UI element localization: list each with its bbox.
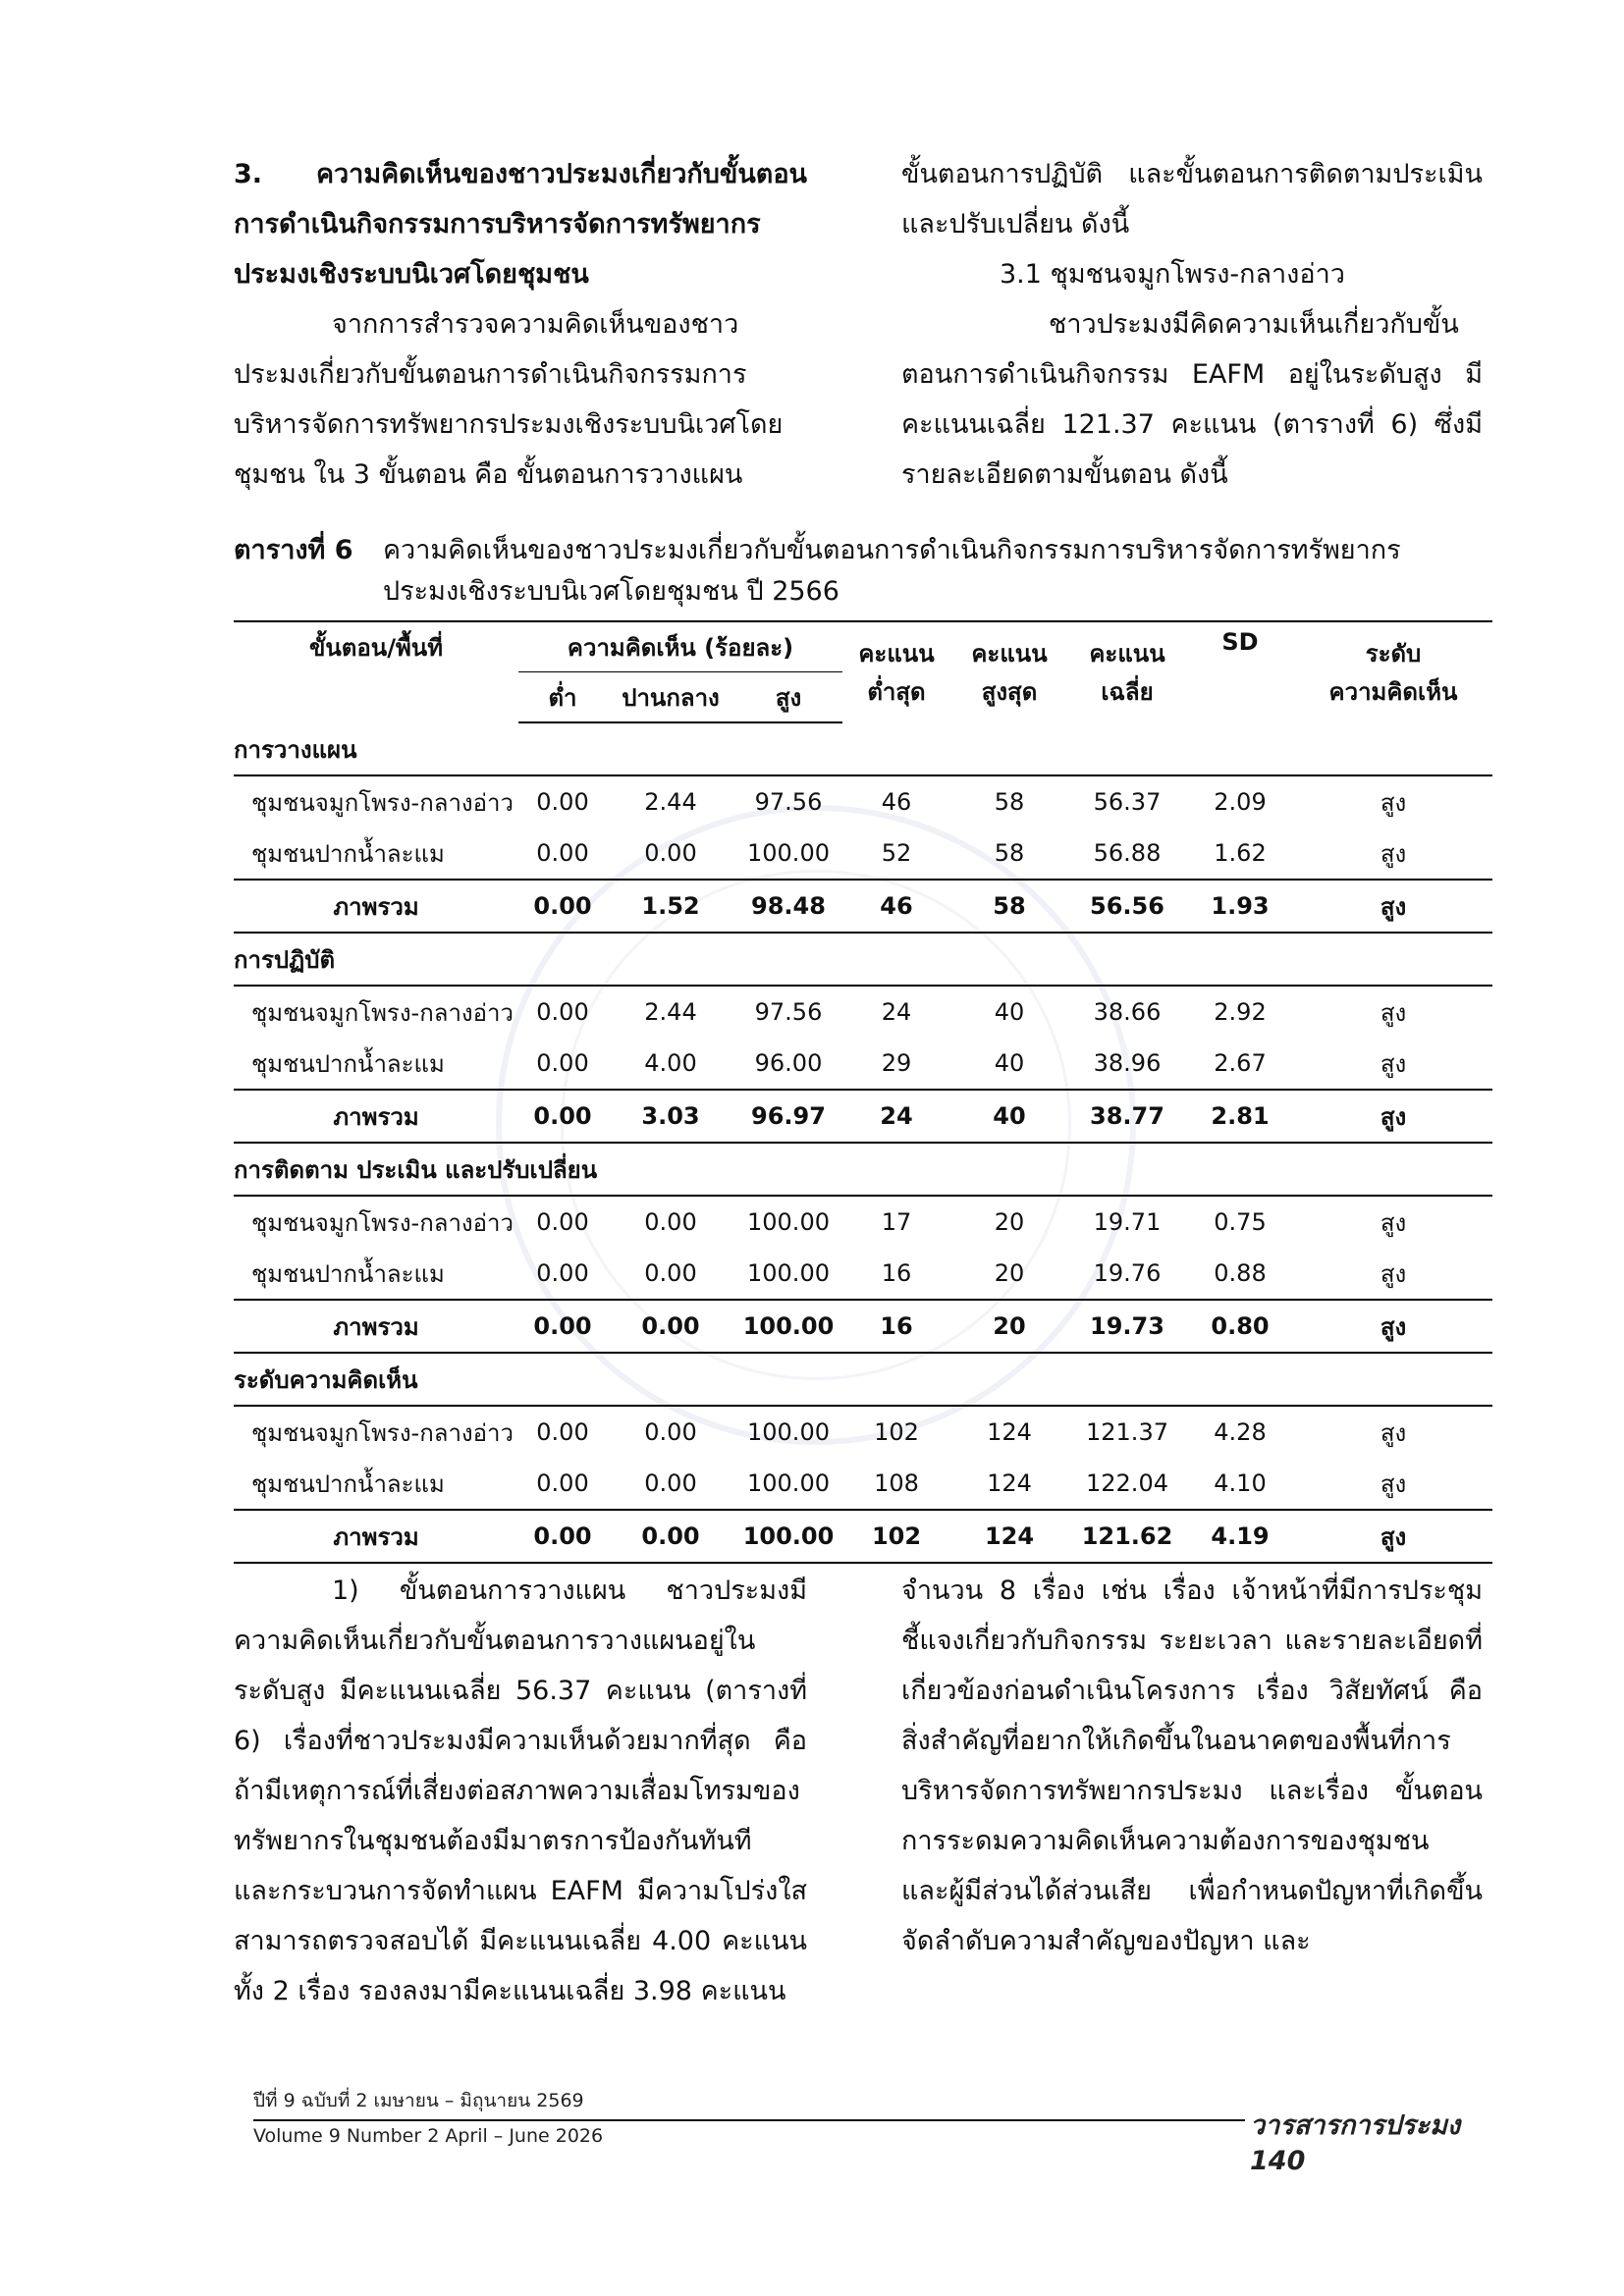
total-row xyxy=(234,880,1492,933)
total-cell: ภาพรวม xyxy=(234,1510,518,1563)
table-cell: 40 xyxy=(994,1049,1025,1077)
section-row xyxy=(234,722,1492,775)
total-cell: 1.52 xyxy=(607,880,734,933)
table-cell: 38.96 xyxy=(1093,1049,1162,1077)
table-cell: 16 xyxy=(881,1259,912,1287)
table-row xyxy=(234,1458,1492,1510)
table-cell: 0.00 xyxy=(536,839,589,867)
total-cell: 100.00 xyxy=(734,1300,842,1353)
table-cell: 0.75 xyxy=(1214,1208,1267,1236)
journal-page: วารสารการประมง 140 xyxy=(1250,2110,1461,2176)
table-cell: ชุมชนจมูกโพรง-กลางอ่าว xyxy=(251,998,514,1027)
total-cell: 19.73 xyxy=(1068,1300,1186,1353)
total-cell: 0.00 xyxy=(607,1300,734,1353)
table-cell: 0.00 xyxy=(644,839,697,867)
table-cell: สูง xyxy=(1380,1208,1407,1237)
header-mean: คะแนน เฉลี่ย xyxy=(1068,621,1186,722)
header-sd: SD xyxy=(1186,621,1294,722)
table-row xyxy=(234,828,1492,880)
table-cell: 121.37 xyxy=(1086,1418,1168,1446)
table-cell: 97.56 xyxy=(754,788,823,816)
table-cell: 19.71 xyxy=(1093,1208,1162,1236)
right-column-top xyxy=(901,149,1483,500)
table-cell: 0.00 xyxy=(644,1418,697,1446)
total-cell: 3.03 xyxy=(607,1090,734,1143)
section-title: การปฏิบัติ xyxy=(234,933,1492,986)
planning-paragraph-continued: จำนวน 8 เรื่อง เช่น เรื่อง เจ้าหน้าที่มีการประชุมชี้แจงเกี่ยวกับกิจกรรม ระยะเวลา และรายละเอียดที่เกี่ยวข้องก่อนดำเนินโครงการ เรื่อง วิสัยทัศน์ คือ สิ่งสำคัญที่อยากให้เกิดขึ้นในอนาคตของพื้นที่การบริหารจัดการทรัพยากรประมง และเรื่อง ขั้นตอนการระดมความคิดเห็นความต้องการของชุมชน และผู้มีส่วนได้ส่วนเสีย เพื่อกำหนดปัญหาที่เกิดขึ้น จัดลำดับความสำคัญของปัญหา และ xyxy=(901,1575,1483,1956)
table-cell: 2.44 xyxy=(644,788,697,816)
total-cell: 1.93 xyxy=(1186,880,1294,933)
planning-paragraph: 1) ขั้นตอนการวางแผน ชาวประมงมีความคิดเห็นเกี่ยวกับขั้นตอนการวางแผนอยู่ในระดับสูง มีคะแนนเฉลี่ย 56.37 คะแนน (ตารางที่ 6) เรื่องที่ชาวประมงมีความเห็นด้วยมากที่สุด คือ ถ้ามีเหตุการณ์ที่เสี่ยงต่อสภาพความเสื่อมโทรมของทรัพยากรในชุมชนต้องมีมาตรการป้องกันทันที และกระบวนการจัดทำแผน EAFM มีความโปร่งใส สามารถตรวจสอบได้ มีคะแนนเฉลี่ย 4.00 คะแนน ทั้ง 2 เรื่อง รองลงมามีคะแนนเฉลี่ย 3.98 คะแนน xyxy=(234,1575,807,2006)
total-cell: 0.00 xyxy=(607,1510,734,1563)
table-cell: 0.00 xyxy=(536,1418,589,1446)
intro-paragraph: จากการสำรวจความคิดเห็นของชาวประมงเกี่ยวกับขั้นตอนการดำเนินกิจกรรมการบริหารจัดการทรัพยากรประมงเชิงระบบนิเวศโดยชุมชน ใน 3 ขั้นตอน คือ ขั้นตอนการวางแผน xyxy=(234,309,784,490)
total-cell: 2.81 xyxy=(1186,1090,1294,1143)
total-cell: 46 xyxy=(842,880,950,933)
total-cell: ภาพรวม xyxy=(234,880,518,933)
table-cell: สูง xyxy=(1380,1049,1407,1078)
table-cell: 96.00 xyxy=(754,1049,823,1077)
table-label: ตารางที่ 6 xyxy=(234,535,353,565)
total-cell: สูง xyxy=(1294,1090,1492,1143)
total-row xyxy=(234,1090,1492,1143)
table-cell: 0.00 xyxy=(536,1259,589,1287)
section-row xyxy=(234,1353,1492,1406)
section-title: การวางแผน xyxy=(234,722,1492,775)
total-cell: 0.80 xyxy=(1186,1300,1294,1353)
table-cell: 0.88 xyxy=(1214,1259,1267,1287)
table-cell: 40 xyxy=(994,998,1025,1026)
table-cell: ชุมชนปากน้ำละแม xyxy=(251,839,445,868)
total-cell: 58 xyxy=(950,880,1068,933)
header-level: ระดับ ความคิดเห็น xyxy=(1294,621,1492,722)
table-cell: ชุมชนจมูกโพรง-กลางอ่าว xyxy=(251,788,514,817)
header-high: สูง xyxy=(734,672,842,723)
section-title: การติดตาม ประเมิน และปรับเปลี่ยน xyxy=(234,1143,1492,1196)
table-cell: ชุมชนจมูกโพรง-กลางอ่าว xyxy=(251,1418,514,1447)
total-row xyxy=(234,1300,1492,1353)
left-column-top xyxy=(234,149,807,500)
total-cell: 102 xyxy=(842,1510,950,1563)
table-cell: 100.00 xyxy=(747,839,830,867)
table-cell: 29 xyxy=(881,1049,912,1077)
table-cell: 2.67 xyxy=(1214,1049,1267,1077)
total-cell: 0.00 xyxy=(518,1090,607,1143)
total-cell: ภาพรวม xyxy=(234,1090,518,1143)
left-column-bottom xyxy=(234,1566,807,2016)
table-cell: ชุมชนปากน้ำละแม xyxy=(251,1259,445,1288)
table-cell: 0.00 xyxy=(644,1469,697,1497)
table-cell: 0.00 xyxy=(536,788,589,816)
table-cell: 58 xyxy=(994,839,1025,867)
footer-rule xyxy=(253,2119,1245,2121)
table-cell: สูง xyxy=(1380,998,1407,1027)
table-cell: 100.00 xyxy=(747,1469,830,1497)
table-cell: 108 xyxy=(874,1469,919,1497)
total-cell: 0.00 xyxy=(518,1300,607,1353)
table-cell: ชุมชนจมูกโพรง-กลางอ่าว xyxy=(251,1208,514,1237)
total-cell: 56.56 xyxy=(1068,880,1186,933)
table-body xyxy=(234,722,1492,1563)
table-cell: 0.00 xyxy=(644,1259,697,1287)
table-cell: 56.88 xyxy=(1093,839,1162,867)
table-cell: สูง xyxy=(1380,839,1407,868)
table-cell: 20 xyxy=(994,1259,1025,1287)
table-row xyxy=(234,1248,1492,1300)
total-cell: ภาพรวม xyxy=(234,1300,518,1353)
section-title: ระดับความคิดเห็น xyxy=(234,1353,1492,1406)
header-mid: ปานกลาง xyxy=(607,672,734,723)
caption-line-2: ประมงเชิงระบบนิเวศโดยชุมชน ปี 2566 xyxy=(383,576,839,607)
intro-continued: ขั้นตอนการปฏิบัติ และขั้นตอนการติดตามประเมิน และปรับเปลี่ยน ดังนี้ xyxy=(901,159,1483,240)
table-row xyxy=(234,1038,1492,1090)
table-cell: 0.00 xyxy=(536,1208,589,1236)
total-cell: 0.00 xyxy=(518,880,607,933)
right-column-bottom xyxy=(901,1566,1483,1966)
table-cell: ชุมชนปากน้ำละแม xyxy=(251,1469,445,1498)
table-row xyxy=(234,986,1492,1038)
opinion-table xyxy=(234,620,1492,1564)
table-row xyxy=(234,1196,1492,1248)
total-cell: 16 xyxy=(842,1300,950,1353)
table-cell: 97.56 xyxy=(754,998,823,1026)
table-cell: 24 xyxy=(881,998,912,1026)
total-cell: 100.00 xyxy=(734,1510,842,1563)
total-cell: สูง xyxy=(1294,1510,1492,1563)
table-cell: 4.28 xyxy=(1214,1418,1267,1446)
header-opinion: ความคิดเห็น (ร้อยละ) xyxy=(518,621,842,672)
table-cell: 4.10 xyxy=(1214,1469,1267,1497)
table-cell: 58 xyxy=(994,788,1025,816)
table-cell: 2.92 xyxy=(1214,998,1267,1026)
table-cell: 2.44 xyxy=(644,998,697,1026)
table-cell: 100.00 xyxy=(747,1418,830,1446)
table-caption xyxy=(234,530,1490,613)
table-cell: 124 xyxy=(987,1469,1032,1497)
sub-paragraph: ชาวประมงมีคิดความเห็นเกี่ยวกับขั้นตอนการดำเนินกิจกรรม EAFM อยู่ในระดับสูง มีคะแนนเฉลี่ย 121.37 คะแนน (ตารางที่ 6) ซึ่งมีรายละเอียดตามขั้นตอน ดังนี้ xyxy=(901,309,1483,490)
footer-english: Volume 9 Number 2 April – June 2026 xyxy=(253,2125,604,2147)
header-max: คะแนน สูงสุด xyxy=(950,621,1068,722)
total-cell: 121.62 xyxy=(1068,1510,1186,1563)
table-cell: สูง xyxy=(1380,1469,1407,1498)
table-row xyxy=(234,775,1492,828)
total-cell: 24 xyxy=(842,1090,950,1143)
total-cell: 4.19 xyxy=(1186,1510,1294,1563)
table-cell: 124 xyxy=(987,1418,1032,1446)
table-cell: 46 xyxy=(881,788,912,816)
table-cell: 100.00 xyxy=(747,1208,830,1236)
total-cell: 20 xyxy=(950,1300,1068,1353)
table-cell: 0.00 xyxy=(536,1049,589,1077)
table-cell: 0.00 xyxy=(536,1469,589,1497)
total-cell: สูง xyxy=(1294,880,1492,933)
total-row xyxy=(234,1510,1492,1563)
header-min: คะแนน ต่ำสุด xyxy=(842,621,950,722)
table-cell: 102 xyxy=(874,1418,919,1446)
table-cell: 17 xyxy=(881,1208,912,1236)
total-cell: 96.97 xyxy=(734,1090,842,1143)
table-cell: 100.00 xyxy=(747,1259,830,1287)
table-cell: 19.76 xyxy=(1093,1259,1162,1287)
total-cell: สูง xyxy=(1294,1300,1492,1353)
caption-line-1: ความคิดเห็นของชาวประมงเกี่ยวกับขั้นตอนการดำเนินกิจกรรมการบริหารจัดการทรัพยากร xyxy=(383,535,1401,565)
section-heading: 3. ความคิดเห็นของชาวประมงเกี่ยวกับขั้นตอนการดำเนินกิจกรรมการบริหารจัดการทรัพยากรประมงเชิงระบบนิเวศโดยชุมชน xyxy=(234,159,807,290)
table-cell: สูง xyxy=(1380,788,1407,817)
table-cell: 4.00 xyxy=(644,1049,697,1077)
table-cell: ชุมชนปากน้ำละแม xyxy=(251,1049,445,1078)
total-cell: 38.77 xyxy=(1068,1090,1186,1143)
total-cell: 98.48 xyxy=(734,880,842,933)
section-row xyxy=(234,933,1492,986)
table-cell: 20 xyxy=(994,1208,1025,1236)
table-cell: 2.09 xyxy=(1214,788,1267,816)
footer-thai: ปีที่ 9 ฉบับที่ 2 เมษายน – มิถุนายน 2569 xyxy=(253,2090,584,2111)
table-cell: 38.66 xyxy=(1093,998,1162,1026)
table-cell: 56.37 xyxy=(1093,788,1162,816)
total-cell: 0.00 xyxy=(518,1510,607,1563)
table-row xyxy=(234,1406,1492,1458)
table-cell: 122.04 xyxy=(1086,1469,1168,1497)
header-low: ต่ำ xyxy=(518,672,607,723)
table-cell: 1.62 xyxy=(1214,839,1267,867)
table-cell: สูง xyxy=(1380,1418,1407,1447)
table-cell: 0.00 xyxy=(644,1208,697,1236)
header-stage: ขั้นตอน/พื้นที่ xyxy=(234,621,518,722)
table-cell: 52 xyxy=(881,839,912,867)
table-cell: สูง xyxy=(1380,1259,1407,1288)
total-cell: 40 xyxy=(950,1090,1068,1143)
sub-heading: 3.1 ชุมชนจมูกโพรง-กลางอ่าว xyxy=(1000,259,1345,290)
table-cell: 0.00 xyxy=(536,998,589,1026)
section-row xyxy=(234,1143,1492,1196)
total-cell: 124 xyxy=(950,1510,1068,1563)
